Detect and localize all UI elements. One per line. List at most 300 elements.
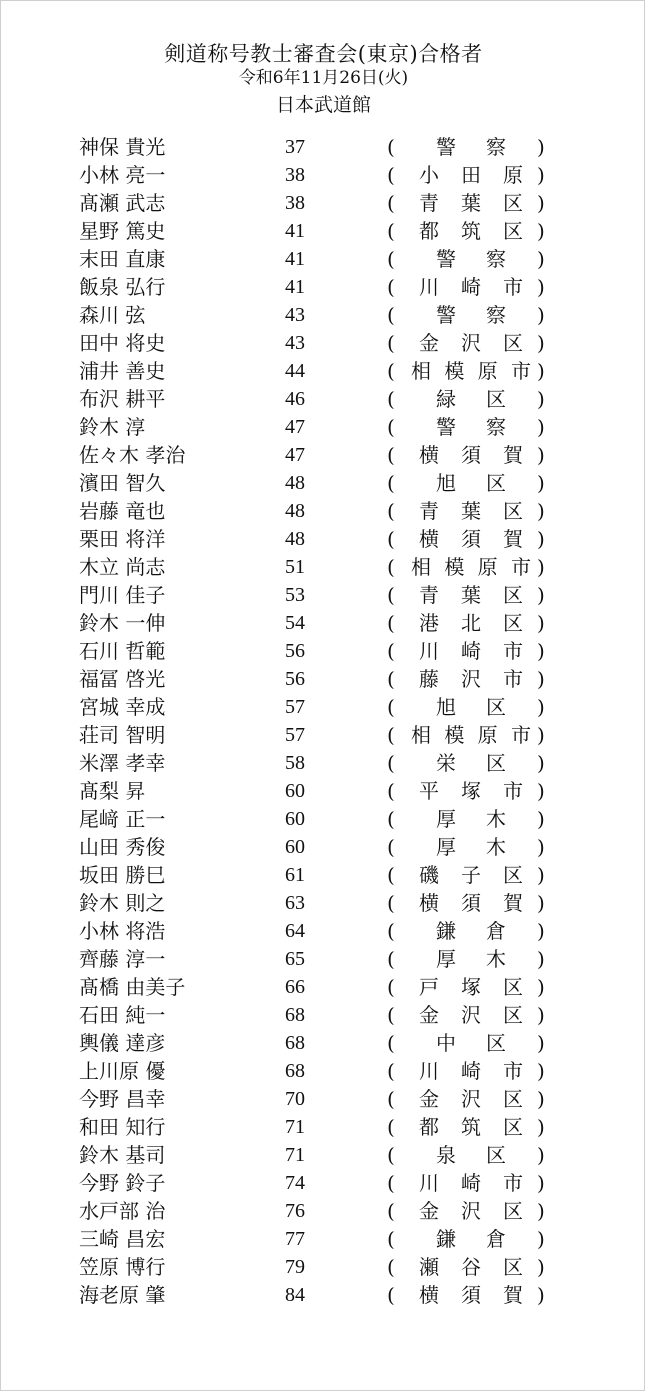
paren-open: ( [387,583,395,607]
affiliation-char: 横 [419,891,439,915]
passer-name: 濱田 智久 [79,471,166,495]
affiliation-char: 察 [486,247,506,271]
paren-open: ( [387,1031,395,1055]
affiliation-char: 区 [503,331,523,355]
affiliation-char: 塚 [461,779,481,803]
passer-affiliation [411,413,531,441]
passer-name: 鈴木 則之 [79,891,166,915]
passer-affiliation [411,693,531,721]
affiliation-char: 区 [486,1031,506,1055]
exam-date: 令和6年11月26日(火) [238,68,409,88]
affiliation-char: 賀 [503,1283,523,1307]
affiliation-char: 藤 [419,667,439,691]
affiliation-char: 川 [419,639,439,663]
paren-open: ( [387,1227,395,1251]
passer-name: 三崎 昌宏 [79,1227,166,1251]
passer-name: 今野 昌幸 [79,1087,166,1111]
affiliation-char: 木 [486,807,506,831]
list-row [1,1113,645,1141]
passer-affiliation [411,469,531,497]
paren-close: ) [537,723,545,747]
paren-open: ( [387,947,395,971]
affiliation-char: 厚 [436,807,456,831]
affiliation-char: 金 [419,331,439,355]
list-row [1,861,645,889]
affiliation-char: 港 [419,611,439,635]
passer-list [1,133,645,1309]
list-row [1,665,645,693]
affiliation-char: 崎 [461,275,481,299]
passer-age: 68 [285,1060,305,1082]
passer-name: 石川 哲範 [79,639,166,663]
affiliation-char: 金 [419,1087,439,1111]
passer-age: 60 [285,808,305,830]
passer-age: 38 [285,192,305,214]
paren-open: ( [387,443,395,467]
affiliation-char: 川 [419,1171,439,1195]
passer-name: 和田 知行 [79,1115,166,1139]
affiliation-char: 警 [436,415,456,439]
affiliation-char: 都 [419,1115,439,1139]
paren-open: ( [387,1059,395,1083]
paren-open: ( [387,611,395,635]
passer-affiliation [411,217,531,245]
paren-open: ( [387,191,395,215]
passer-age: 60 [285,780,305,802]
passer-affiliation [411,637,531,665]
paren-close: ) [537,919,545,943]
passer-age: 74 [285,1172,305,1194]
passer-affiliation [411,497,531,525]
affiliation-char: 谷 [461,1255,481,1279]
passer-affiliation [411,1057,531,1085]
affiliation-char: 区 [503,1087,523,1111]
list-row [1,973,645,1001]
list-row [1,805,645,833]
affiliation-char: 金 [419,1199,439,1223]
list-row [1,1281,645,1309]
affiliation-char: 模 [444,359,465,383]
list-row [1,693,645,721]
passer-age: 38 [285,164,305,186]
passer-age: 77 [285,1228,305,1250]
list-row [1,749,645,777]
list-row [1,1141,645,1169]
passer-age: 51 [285,556,305,578]
passer-age: 54 [285,612,305,634]
affiliation-char: 栄 [436,751,456,775]
passer-affiliation [411,917,531,945]
affiliation-char: 区 [503,1115,523,1139]
affiliation-char: 崎 [461,639,481,663]
passer-affiliation [411,245,531,273]
list-row [1,1169,645,1197]
affiliation-char: 区 [503,583,523,607]
paren-open: ( [387,387,395,411]
affiliation-char: 賀 [503,527,523,551]
affiliation-char: 相 [411,723,431,747]
passer-age: 68 [285,1032,305,1054]
passer-affiliation [411,861,531,889]
paren-close: ) [537,863,545,887]
affiliation-char: 区 [503,1199,523,1223]
list-row [1,1001,645,1029]
affiliation-char: 葉 [461,583,481,607]
passer-age: 56 [285,668,305,690]
paren-close: ) [537,1199,545,1223]
list-row [1,469,645,497]
list-row [1,833,645,861]
passer-age: 71 [285,1144,305,1166]
passer-affiliation [411,133,531,161]
paren-close: ) [537,219,545,243]
passer-name: 小林 亮一 [79,163,166,187]
passer-age: 60 [285,836,305,858]
paren-close: ) [537,275,545,299]
paren-open: ( [387,1115,395,1139]
passer-name: 山田 秀俊 [79,835,166,859]
passer-name: 髙梨 昇 [79,779,146,803]
passer-age: 57 [285,724,305,746]
paren-close: ) [537,891,545,915]
passer-age: 47 [285,416,305,438]
passer-name: 坂田 勝巳 [79,863,166,887]
list-row [1,721,645,749]
passer-affiliation [411,1197,531,1225]
affiliation-char: 市 [503,779,523,803]
affiliation-char: 市 [510,359,531,383]
passer-age: 53 [285,584,305,606]
passer-name: 海老原 肇 [79,1283,166,1307]
paren-open: ( [387,471,395,495]
paren-open: ( [387,359,395,383]
passer-age: 70 [285,1088,305,1110]
list-row [1,1029,645,1057]
passer-affiliation [411,777,531,805]
passer-affiliation [411,357,531,385]
paren-open: ( [387,1171,395,1195]
passer-name: 門川 佳子 [79,583,166,607]
affiliation-char: 沢 [461,667,481,691]
list-row [1,1057,645,1085]
passer-age: 56 [285,640,305,662]
list-row [1,385,645,413]
affiliation-char: 区 [503,191,523,215]
affiliation-char: 須 [461,443,481,467]
paren-close: ) [537,163,545,187]
affiliation-char: 模 [444,723,465,747]
paren-close: ) [537,1255,545,1279]
affiliation-char: 原 [477,555,498,579]
affiliation-char: 区 [503,219,523,243]
paren-open: ( [387,751,395,775]
affiliation-char: 区 [503,863,523,887]
passer-age: 43 [285,304,305,326]
list-row [1,413,645,441]
affiliation-char: 木 [486,835,506,859]
affiliation-char: 模 [444,555,465,579]
affiliation-char: 倉 [486,1227,506,1251]
list-row [1,609,645,637]
affiliation-char: 区 [503,611,523,635]
paren-open: ( [387,1143,395,1167]
affiliation-char: 警 [436,303,456,327]
paren-open: ( [387,527,395,551]
passer-name: 宮城 幸成 [79,695,166,719]
affiliation-char: 区 [486,471,506,495]
affiliation-char: 金 [419,1003,439,1027]
affiliation-char: 区 [486,387,506,411]
paren-open: ( [387,863,395,887]
passer-name: 石田 純一 [79,1003,166,1027]
passer-age: 66 [285,976,305,998]
affiliation-char: 戸 [419,975,439,999]
paren-open: ( [387,723,395,747]
passer-name: 鈴木 一伸 [79,611,166,635]
passer-affiliation [411,301,531,329]
affiliation-char: 区 [503,499,523,523]
paren-close: ) [537,191,545,215]
affiliation-char: 厚 [436,947,456,971]
passer-age: 58 [285,752,305,774]
affiliation-char: 察 [486,303,506,327]
affiliation-char: 倉 [486,919,506,943]
list-row [1,637,645,665]
affiliation-char: 須 [461,527,481,551]
affiliation-char: 市 [503,667,523,691]
paren-close: ) [537,135,545,159]
paren-open: ( [387,1199,395,1223]
paren-close: ) [537,331,545,355]
passer-age: 76 [285,1200,305,1222]
affiliation-char: 原 [477,723,498,747]
affiliation-char: 原 [503,163,523,187]
paren-close: ) [537,499,545,523]
passer-affiliation [411,1113,531,1141]
paren-close: ) [537,303,545,327]
affiliation-char: 小 [419,163,439,187]
passer-age: 37 [285,136,305,158]
paren-open: ( [387,1003,395,1027]
affiliation-char: 須 [461,1283,481,1307]
list-row [1,581,645,609]
affiliation-char: 川 [419,275,439,299]
affiliation-char: 鎌 [436,1227,456,1251]
passer-age: 41 [285,276,305,298]
paren-open: ( [387,275,395,299]
paren-close: ) [537,975,545,999]
passer-affiliation [411,273,531,301]
paren-close: ) [537,1031,545,1055]
passer-affiliation [411,189,531,217]
passer-affiliation [411,973,531,1001]
paren-close: ) [537,611,545,635]
passer-name: 木立 尚志 [79,555,166,579]
passer-name: 齊藤 淳一 [79,947,166,971]
affiliation-char: 田 [461,163,481,187]
list-row [1,301,645,329]
passer-affiliation [411,749,531,777]
passer-name: 飯泉 弘行 [79,275,166,299]
list-row [1,1225,645,1253]
paren-open: ( [387,163,395,187]
passer-affiliation [411,1225,531,1253]
passer-name: 米澤 孝幸 [79,751,166,775]
affiliation-char: 区 [503,975,523,999]
list-row [1,133,645,161]
affiliation-char: 察 [486,415,506,439]
paren-close: ) [537,1115,545,1139]
paren-open: ( [387,135,395,159]
paren-close: ) [537,695,545,719]
affiliation-char: 青 [419,583,439,607]
affiliation-char: 厚 [436,835,456,859]
list-row [1,273,645,301]
passer-name: 小林 将浩 [79,919,166,943]
passer-affiliation [411,721,531,749]
affiliation-char: 沢 [461,1087,481,1111]
passer-name: 栗田 将洋 [79,527,166,551]
affiliation-char: 磯 [419,863,439,887]
paren-close: ) [537,1283,545,1307]
list-row [1,329,645,357]
passer-age: 48 [285,472,305,494]
passer-affiliation [411,665,531,693]
passer-name: 岩藤 竜也 [79,499,166,523]
list-row [1,1197,645,1225]
passer-name: 佐々木 孝治 [79,443,186,467]
paren-open: ( [387,555,395,579]
passer-affiliation [411,385,531,413]
affiliation-char: 瀬 [419,1255,439,1279]
passer-name: 末田 直康 [79,247,166,271]
passer-affiliation [411,609,531,637]
passer-name: 髙橋 由美子 [79,975,186,999]
passer-age: 41 [285,248,305,270]
paren-open: ( [387,835,395,859]
affiliation-char: 緑 [436,387,456,411]
list-row [1,497,645,525]
list-row [1,525,645,553]
affiliation-char: 市 [503,275,523,299]
list-row [1,245,645,273]
paren-open: ( [387,807,395,831]
passer-name: 星野 篤史 [79,219,166,243]
affiliation-char: 鎌 [436,919,456,943]
affiliation-char: 塚 [461,975,481,999]
paren-close: ) [537,443,545,467]
passer-age: 48 [285,500,305,522]
paren-open: ( [387,919,395,943]
passer-name: 水戸部 治 [79,1199,166,1223]
passer-age: 43 [285,332,305,354]
passer-name: 髙瀬 武志 [79,191,166,215]
affiliation-char: 平 [419,779,439,803]
paren-close: ) [537,1059,545,1083]
affiliation-char: 市 [503,1059,523,1083]
passer-affiliation [411,805,531,833]
paren-close: ) [537,527,545,551]
paren-open: ( [387,415,395,439]
affiliation-char: 横 [419,1283,439,1307]
passer-affiliation [411,889,531,917]
paren-open: ( [387,667,395,691]
passer-age: 64 [285,920,305,942]
paren-open: ( [387,1087,395,1111]
passer-name: 今野 鈴子 [79,1171,166,1195]
paren-close: ) [537,779,545,803]
affiliation-char: 中 [436,1031,456,1055]
affiliation-char: 市 [503,1171,523,1195]
affiliation-char: 都 [419,219,439,243]
passer-age: 65 [285,948,305,970]
document-title: 剣道称号教士審査会(東京)合格者 [164,42,483,66]
paren-close: ) [537,415,545,439]
list-row [1,917,645,945]
passer-name: 神保 貴光 [79,135,166,159]
passer-affiliation [411,525,531,553]
affiliation-char: 区 [486,751,506,775]
passer-affiliation [411,1169,531,1197]
passer-affiliation [411,1253,531,1281]
paren-close: ) [537,1087,545,1111]
list-row [1,1085,645,1113]
affiliation-char: 市 [510,555,531,579]
passer-name: 上川原 優 [79,1059,166,1083]
affiliation-char: 原 [477,359,498,383]
passer-age: 79 [285,1256,305,1278]
affiliation-char: 沢 [461,1199,481,1223]
list-row [1,1253,645,1281]
affiliation-char: 警 [436,247,456,271]
paren-close: ) [537,359,545,383]
passer-age: 61 [285,864,305,886]
list-row [1,945,645,973]
affiliation-char: 区 [503,1255,523,1279]
paren-open: ( [387,331,395,355]
passer-age: 44 [285,360,305,382]
paren-close: ) [537,1143,545,1167]
list-row [1,161,645,189]
affiliation-char: 須 [461,891,481,915]
paren-open: ( [387,303,395,327]
paren-open: ( [387,1283,395,1307]
affiliation-char: 崎 [461,1171,481,1195]
affiliation-char: 察 [486,135,506,159]
passer-age: 68 [285,1004,305,1026]
affiliation-char: 旭 [436,695,456,719]
affiliation-char: 葉 [461,191,481,215]
list-row [1,777,645,805]
passer-affiliation [411,581,531,609]
passer-age: 84 [285,1284,305,1306]
passer-name: 鈴木 基司 [79,1143,166,1167]
paren-open: ( [387,499,395,523]
passer-affiliation [411,161,531,189]
paren-close: ) [537,639,545,663]
list-row [1,889,645,917]
affiliation-char: 区 [486,1143,506,1167]
affiliation-char: 沢 [461,1003,481,1027]
paren-close: ) [537,387,545,411]
affiliation-char: 横 [419,527,439,551]
affiliation-char: 旭 [436,471,456,495]
passer-age: 46 [285,388,305,410]
affiliation-char: 泉 [436,1143,456,1167]
list-row [1,217,645,245]
affiliation-char: 横 [419,443,439,467]
affiliation-char: 市 [503,639,523,663]
